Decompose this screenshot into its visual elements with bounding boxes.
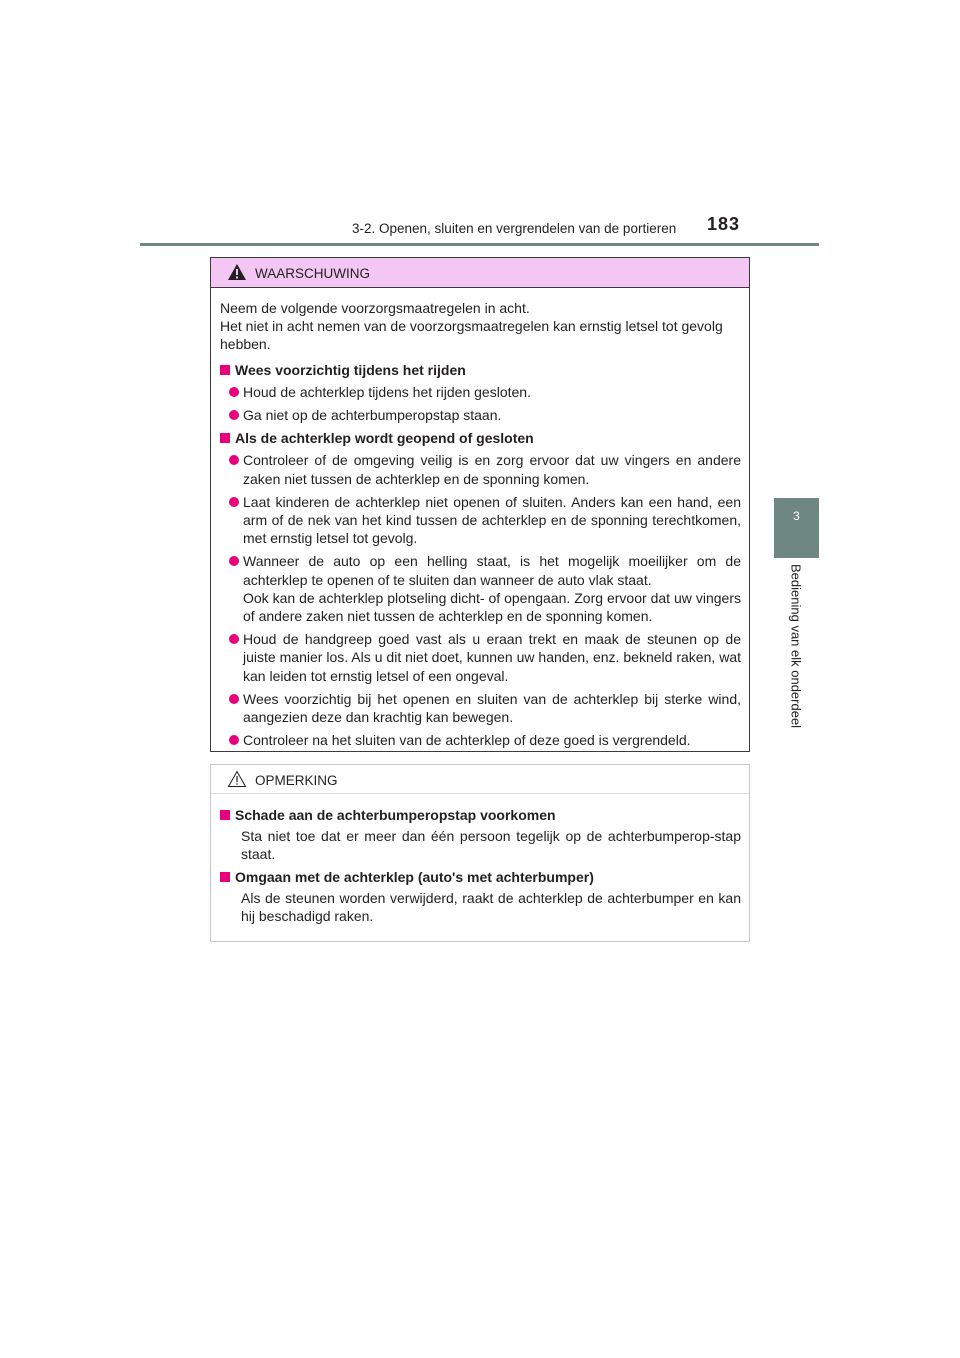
- note-section-heading: [220, 806, 741, 824]
- list-item-text: Ga niet op de achterbumperopstap staan.: [243, 407, 502, 424]
- round-bullet-icon: [229, 455, 239, 465]
- warning-body: [211, 288, 749, 749]
- list-item: [229, 731, 741, 749]
- warning-heading: WAARSCHUWING: [255, 266, 370, 281]
- round-bullet-icon: [229, 410, 239, 420]
- section-heading-text: Omgaan met de achterklep (auto's met achterbumper): [235, 868, 594, 885]
- list-item-text-part: Ook kan de achterklep plotseling dicht- of opengaan. Zorg ervoor dat uw vingers of andere zaken niet tussen de achterklep en de sponning komen.: [243, 589, 741, 625]
- warning-box: [210, 257, 750, 752]
- warning-intro: [220, 299, 741, 354]
- note-paragraph: Als de steunen worden verwijderd, raakt de achterklep de achterbumper en kan hij beschadigd raken.: [241, 889, 741, 925]
- caution-triangle-icon: [227, 770, 247, 788]
- header-rule: [140, 243, 819, 246]
- note-header: [211, 765, 749, 794]
- warning-section-heading: [220, 361, 741, 379]
- square-bullet-icon: [220, 433, 230, 443]
- note-section-heading: [220, 868, 741, 886]
- list-item: [229, 630, 741, 685]
- round-bullet-icon: [229, 387, 239, 397]
- list-item-text: Houd de handgreep goed vast als u eraan trekt en maak de steunen op de juiste manier los. Als u dit niet doet, kunnen uw handen, enz. bekneld raken, wat kan leiden tot ernstig letsel of een ongeval.: [243, 631, 741, 684]
- list-item-text: Controleer of de omgeving veilig is en zorg ervoor dat uw vingers en andere zaken niet tussen de achterklep en de sponning komen.: [243, 452, 741, 487]
- chapter-tab-number: 3: [793, 509, 800, 523]
- section-title: 3-2. Openen, sluiten en vergrendelen van de portieren: [352, 221, 677, 236]
- page-number: 183: [707, 214, 741, 234]
- warning-triangle-icon: [227, 263, 247, 281]
- section-heading-text: Schade aan de achterbumperopstap voorkomen: [235, 807, 556, 823]
- list-item: [229, 552, 741, 625]
- list-item: [229, 383, 741, 401]
- square-bullet-icon: [220, 365, 230, 375]
- list-item-text: Houd de achterklep tijdens het rijden gesloten.: [243, 383, 531, 400]
- warning-header: [211, 258, 749, 288]
- round-bullet-icon: [229, 556, 239, 566]
- round-bullet-icon: [229, 634, 239, 644]
- list-item-text-part: Wanneer de auto op een helling staat, is het mogelijk moeilijker om de achterklep te openen of te sluiten dan wanneer de auto vlak staat.: [243, 553, 741, 588]
- list-item-text: Laat kinderen de achterklep niet openen of sluiten. Anders kan een hand, een arm of de nek van het kind tussen de achterklep en de sponning terechtkomen, met ernstig letsel tot gevolg.: [243, 493, 741, 547]
- round-bullet-icon: [229, 735, 239, 745]
- warning-intro-line: Neem de volgende voorzorgsmaatregelen in acht.: [220, 300, 530, 316]
- warning-intro-line: Het niet in acht nemen van de voorzorgsmaatregelen kan ernstig letsel tot gevolg hebben.: [220, 318, 723, 353]
- note-body: [211, 794, 749, 925]
- list-item: [229, 690, 741, 726]
- warning-section-heading: [220, 429, 741, 447]
- list-item-text: Controleer na het sluiten van de achterklep of deze goed is vergrendeld.: [243, 732, 691, 749]
- note-heading: OPMERKING: [255, 773, 338, 788]
- list-item: [229, 493, 741, 548]
- section-heading-text: Als de achterklep wordt geopend of gesloten: [235, 430, 534, 447]
- chapter-label: Bediening van elk onderdeel: [788, 564, 804, 729]
- square-bullet-icon: [220, 810, 230, 820]
- chapter-tab: [774, 498, 819, 558]
- square-bullet-icon: [220, 872, 230, 882]
- section-heading-text: Wees voorzichtig tijdens het rijden: [235, 361, 466, 378]
- list-item: [229, 406, 741, 424]
- list-item: [229, 451, 741, 487]
- list-item-text: [243, 552, 741, 625]
- note-paragraph: Sta niet toe dat er meer dan één persoon tegelijk op de achterbumperop-stap staat.: [241, 828, 741, 863]
- round-bullet-icon: [229, 694, 239, 704]
- note-box: [210, 764, 750, 942]
- list-item-text: Wees voorzichtig bij het openen en sluiten van de achterklep bij sterke wind, aangezien deze dan krachtig kan bewegen.: [243, 690, 741, 726]
- round-bullet-icon: [229, 497, 239, 507]
